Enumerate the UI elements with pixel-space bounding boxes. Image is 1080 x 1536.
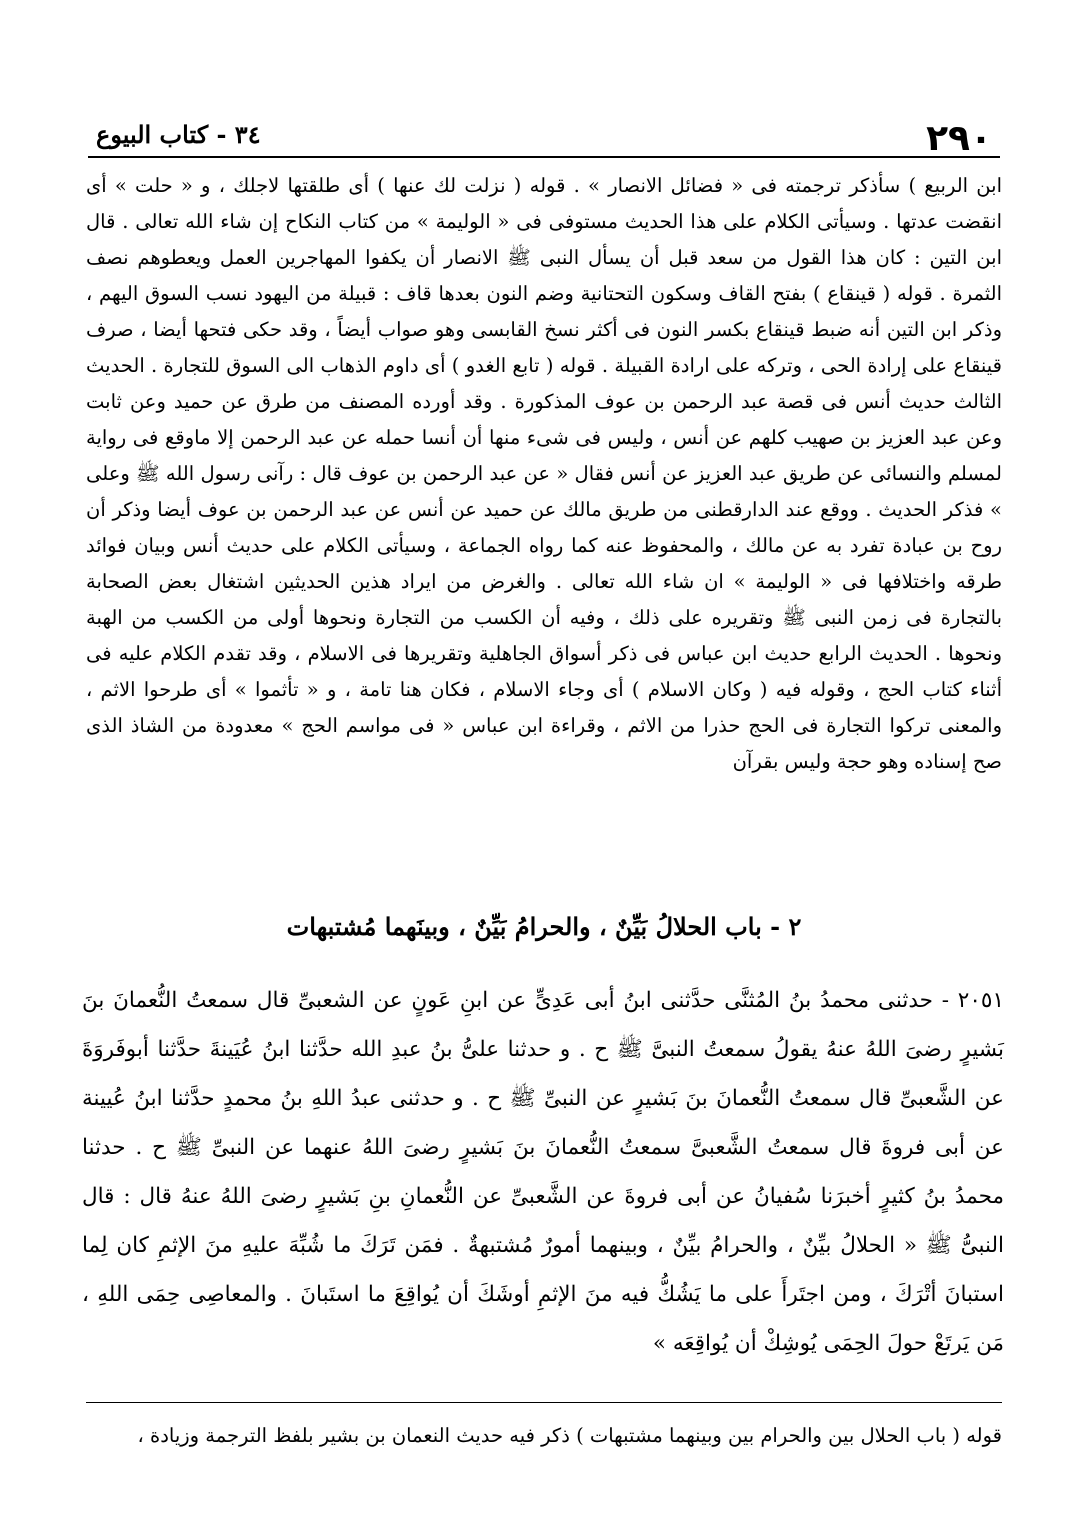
commentary-text: ابن الربيع ) سأذكر ترجمته فى « فضائل الانصار » . قوله ( نزلت لك عنها ) أى طلقتها لاجلك ، و « حلت » أى انقضت عدتها . وسيأتى الكلام على هذا الحديث مستوفى فى « الوليمة » من كتاب النكاح إن شاء الله تعالى . قال ابن التين : كان هذا القول من سعد قبل أن يسأل النبى ﷺ الانصار أن يكفوا المهاجرين العمل ويعطوهم نصف الثمرة . قوله ( قينقاع ) بفتح القاف وسكون التحتانية وضم النون بعدها قاف : قبيلة من اليهود نسب السوق اليهم ، وذكر ابن التين أنه ضبط قينقاع بكسر النون فى أكثر نسخ القابسى وهو صواب أيضاً ، وقد حكى فتحها أيضا ، صرف قينقاع على إرادة الحى ، وتركه على ارادة القبيلة . قوله ( تابع الغدو ) أى داوم الذهاب الى السوق للتجارة . الحديث الثالث حديث أنس فى قصة عبد الرحمن بن عوف المذكورة . وقد أورده المصنف من طرق عن حميد وعن ثابت وعن عبد العزيز بن صهيب كلهم عن أنس ، وليس فى شىء منها أن أنسا حمله عن عبد الرحمن إلا ماوقع فى رواية لمسلم والنسائى عن طريق عبد العزيز عن أنس فقال « عن عبد الرحمن بن عوف قال : رآنى رسول الله ﷺ وعلى » فذكر الحديث . ووقع عند الدارقطنى من طريق مالك عن حميد عن أنس عن عبد الرحمن بن عوف أيضا وذكر أن روح بن عبادة تفرد به عن مالك ، والمحفوظ عنه كما رواه الجماعة ، وسيأتى الكلام على حديث أنس وبيان فوائد طرقه واختلافها فى « الوليمة » ان شاء الله تعالى . والغرض من ايراد هذين الحديثين اشتغال بعض الصحابة بالتجارة فى زمن النبى ﷺ وتقريره على ذلك ، وفيه أن الكسب من التجارة ونحوها أولى من الكسب من الهبة ونحوها . الحديث الرابع حديث ابن عباس فى ذكر أسواق الجاهلية وتقريرها فى الاسلام ، وقد تقدم الكلام عليه فى أثناء كتاب الحج ، وقوله فيه ( وكان الاسلام ) أى وجاء الاسلام ، فكان هنا تامة ، و « تأثموا » أى طرحوا الاثم ، والمعنى تركوا التجارة فى الحج حذرا من الاثم ، وقراءة ابن عباس « فى مواسم الحج » معدودة من الشاذ الذى صح إسناده وهو حجة وليس بقرآن [86, 174, 1002, 773]
page-number: ٢٩٠ [926, 118, 992, 159]
book-title: ٣٤ - كتاب البيوع [96, 120, 261, 149]
page-header [88, 108, 1000, 158]
chapter-heading: ٢ - باب الحلالُ بَيِّنٌ ، والحرامُ بَيِّنٌ ، وبينَهما مُشتبهات [286, 912, 802, 941]
hadith-block [82, 976, 1004, 1368]
commentary-block [86, 168, 1002, 780]
section-divider [86, 1402, 1002, 1403]
hadith-text: ٢٠٥١ - حدثنى محمدُ بنُ المُثنَّى حدَّثنى ابنُ أبى عَدِىٍّ عن ابنِ عَونٍ عن الشعبىِّ قال سمعتُ النُّعمانَ بنَ بَشيرٍ رضىَ اللهُ عنهُ يقولُ سمعتُ النبىَّ ﷺ ح . و حدثنا علىُّ بنُ عبدِ الله حدَّثنا ابنُ عُيَينةَ حدَّثنا أبوفَروَةَ عن الشَّعبىِّ قال سمعتُ النُّعمانَ بنَ بَشيرٍ عن النبىِّ ﷺ ح . و حدثنى عبدُ اللهِ بنُ محمدٍ حدَّثنا ابنُ عُيينة عن أبى فروةَ قال سمعتُ الشَّعبىَّ سمعتُ النُّعمانَ بنَ بَشيرٍ رضىَ اللهُ عنهما عن النبىِّ ﷺ ح . حدثنا محمدُ بنُ كثيرٍ أخبرَنا سُفيانُ عن أبى فروةَ عن الشَّعبىِّ عن النُّعمانِ بنِ بَشيرٍ رضىَ اللهُ عنهُ قال : قال النبىُّ ﷺ « الحلالُ بيِّنٌ ، والحرامُ بيِّنٌ ، وبينهما أمورٌ مُشتبهةٌ . فمَن تَرَكَ ما شُبِّهَ عليهِ منَ الإثمِ كان لِما استبانَ أتْرَكَ ، ومن اجتَرأَ على ما يَشُكُّ فيه منَ الإثمِ أوشَكَ أن يُواقِعَ ما استَبانَ . والمعاصِى حِمَى اللهِ ، مَن يَرتَعْ حولَ الحِمَى يُوشِكْ أن يُواقِعَه » [82, 988, 1004, 1356]
footnote-block [86, 1418, 1002, 1454]
footnote-text: قوله ( باب الحلال بين والحرام بين وبينهما مشتبهات ) ذكر فيه حديث النعمان بن بشير بلفظ الترجمة وزيادة ، [137, 1424, 1002, 1447]
